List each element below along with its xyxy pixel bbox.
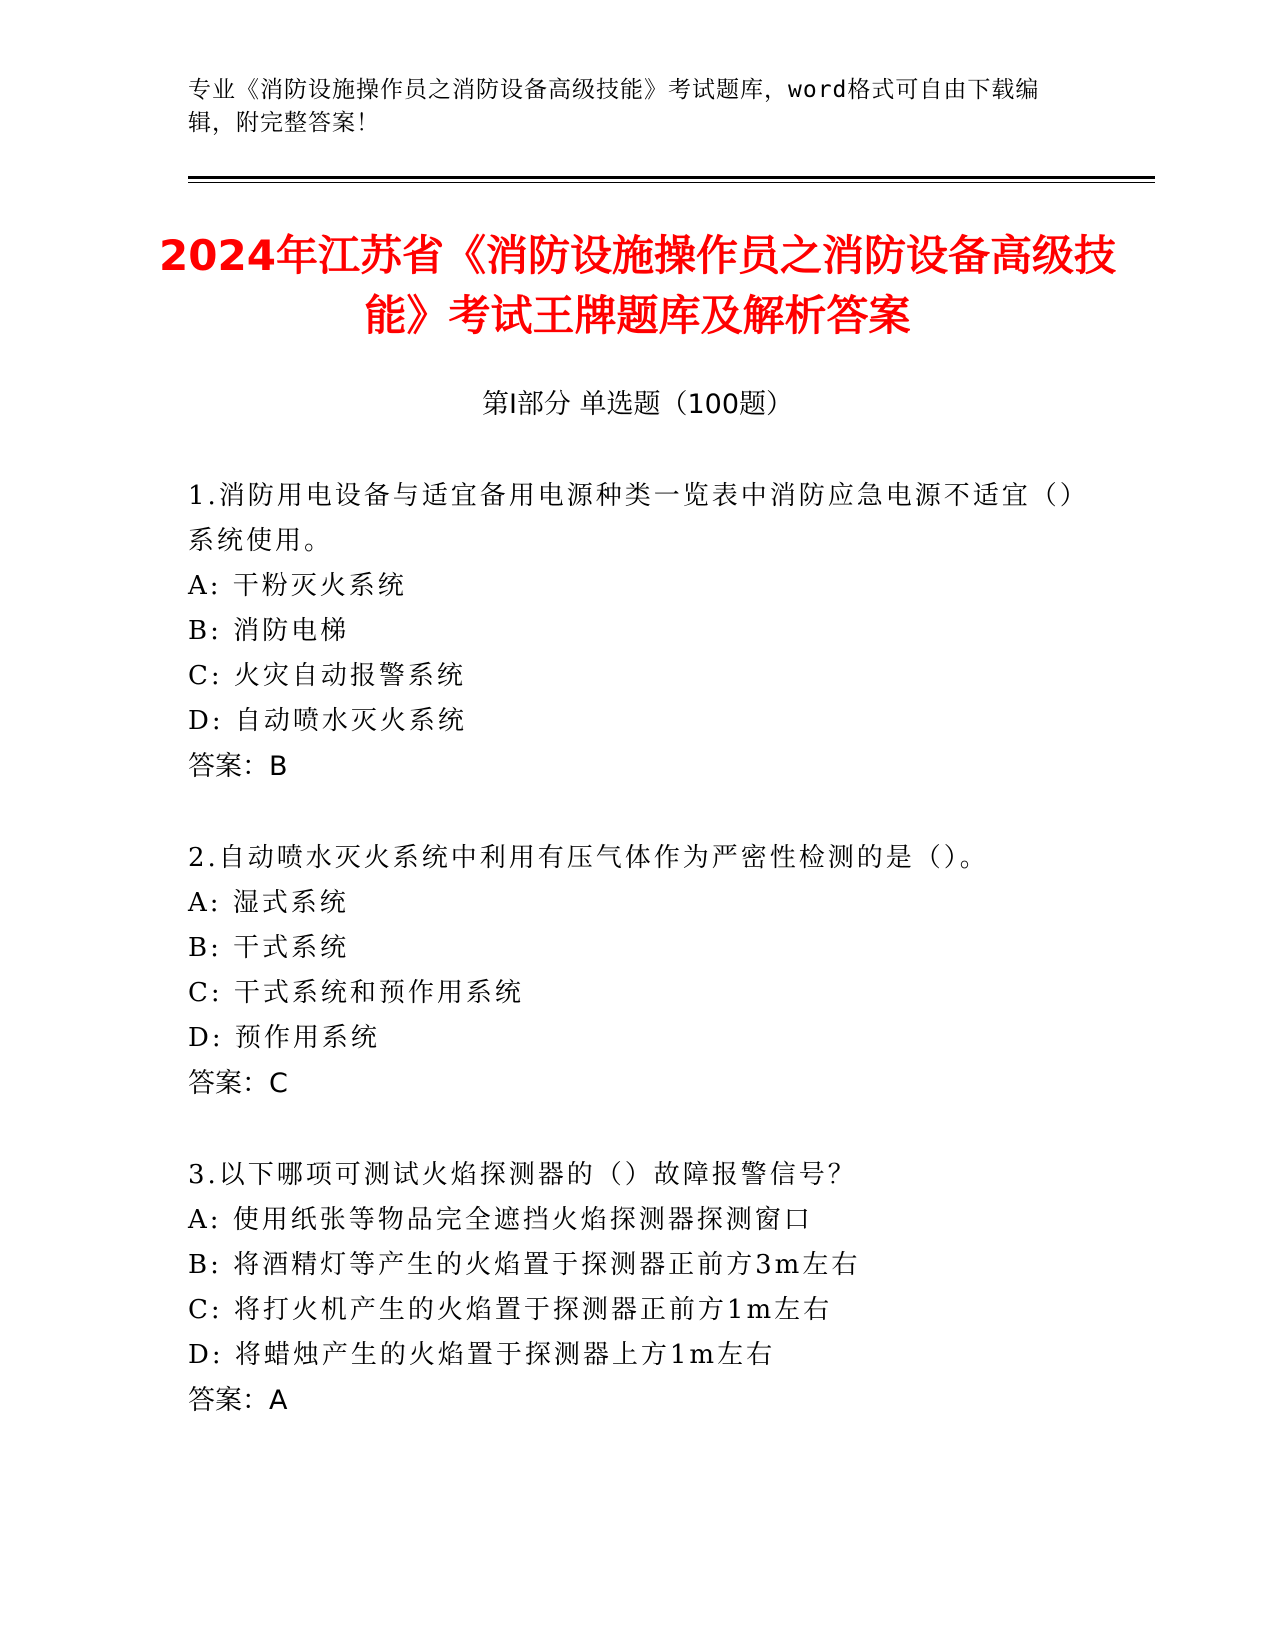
option-d: D: 自动喷水灭火系统 (188, 706, 467, 736)
option-a: A: 使用纸张等物品完全遮挡火焰探测器探测窗口 (188, 1205, 813, 1235)
option-a: A: 干粉灭火系统 (188, 571, 407, 601)
option-a: A: 湿式系统 (188, 888, 349, 918)
question-stem: 1.消防用电设备与适宜备用电源种类一览表中消防应急电源不适宜（）系统使用。 (188, 481, 1076, 556)
question-1 (188, 474, 1088, 790)
question-3 (188, 1153, 1088, 1424)
option-c: C: 干式系统和预作用系统 (188, 978, 524, 1008)
option-b: B: 消防电梯 (188, 616, 350, 646)
question-2 (188, 836, 1088, 1107)
answer: 答案：C (188, 1068, 288, 1099)
option-b: B: 将酒精灯等产生的火焰置于探测器正前方3m左右 (188, 1250, 861, 1280)
answer: 答案：A (188, 1385, 288, 1416)
question-stem: 2.自动喷水灭火系统中利用有压气体作为严密性检测的是（）。 (188, 843, 989, 873)
question-stem: 3.以下哪项可测试火焰探测器的（）故障报警信号？ (188, 1160, 857, 1190)
section-title: 第Ⅰ部分 单选题（100题） (481, 389, 794, 420)
document-title: 2024年江苏省《消防设施操作员之消防设备高级技能》考试王牌题库及解析答案 (159, 231, 1116, 340)
header-divider-thick (188, 176, 1155, 179)
answer: 答案：B (188, 751, 288, 782)
option-c: C: 将打火机产生的火焰置于探测器正前方1m左右 (188, 1295, 833, 1325)
header-divider-thin (188, 182, 1155, 183)
option-d: D: 预作用系统 (188, 1023, 380, 1053)
header-note: 专业《消防设施操作员之消防设备高级技能》考试题库，word格式可自由下载编辑，附完整答案！ (188, 77, 1040, 136)
option-b: B: 干式系统 (188, 933, 350, 963)
option-c: C: 火灾自动报警系统 (188, 661, 466, 691)
question-list (188, 474, 1088, 1470)
option-d: D: 将蜡烛产生的火焰置于探测器上方1m左右 (188, 1340, 776, 1370)
